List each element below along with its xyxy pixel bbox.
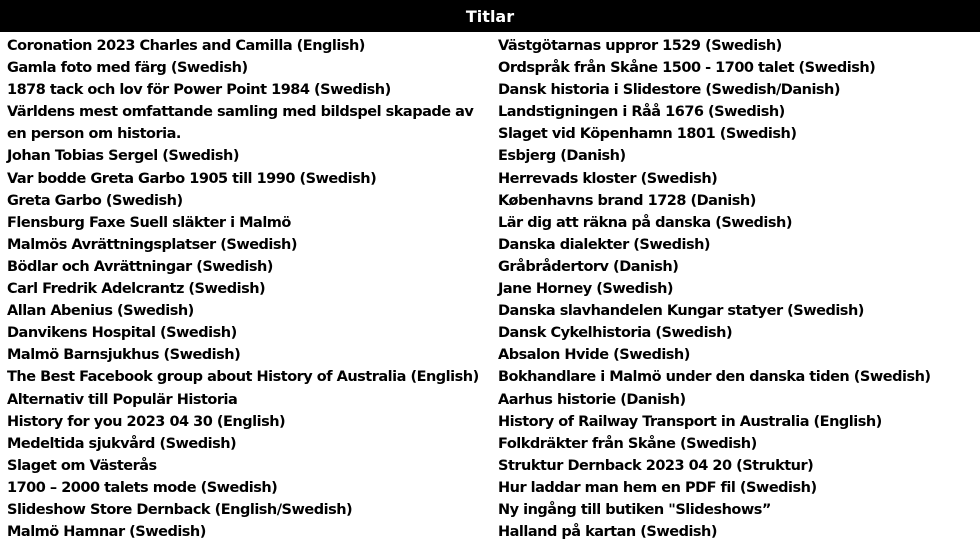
list-item[interactable]: Danska slavhandelen Kungar statyer (Swedish)	[498, 303, 864, 320]
list-item[interactable]: 1700 – 2000 talets mode (Swedish)	[7, 479, 278, 496]
list-item[interactable]: Bödlar och Avrättningar (Swedish)	[7, 258, 273, 275]
list-item[interactable]: Malmö Hamnar (Swedish)	[7, 524, 206, 541]
list-item[interactable]: Alternativ till Populär Historia	[7, 391, 238, 408]
list-item[interactable]: Struktur Dernback 2023 04 20 (Struktur)	[498, 457, 814, 474]
list-item[interactable]: Slaget om Västerås	[7, 457, 157, 474]
list-item[interactable]: Herrevads kloster (Swedish)	[498, 170, 718, 187]
list-item[interactable]: Danvikens Hospital (Swedish)	[7, 325, 237, 342]
list-item[interactable]: Carl Fredrik Adelcrantz (Swedish)	[7, 281, 266, 298]
list-item[interactable]: Ordspråk från Skåne 1500 - 1700 talet (Swedish)	[498, 60, 876, 77]
list-item[interactable]: Ny ingång till butiken "Slideshows”	[498, 501, 771, 518]
title-bar	[0, 0, 980, 32]
list-item[interactable]: Lär dig att räkna på danska (Swedish)	[498, 214, 792, 231]
list-item[interactable]: Gamla foto med färg (Swedish)	[7, 60, 248, 77]
list-item[interactable]: The Best Facebook group about History of Australia (English)	[7, 369, 479, 386]
list-item[interactable]: Gråbrådertorv (Danish)	[498, 258, 679, 275]
list-item[interactable]: Malmös Avrättningsplatser (Swedish)	[7, 236, 297, 253]
list-item[interactable]: Bokhandlare i Malmö under den danska tiden (Swedish)	[498, 369, 931, 386]
list-item[interactable]: Dansk historia i Slidestore (Swedish/Danish)	[498, 82, 841, 99]
list-item[interactable]: Aarhus historie (Danish)	[498, 391, 686, 408]
list-item[interactable]: Västgötarnas uppror 1529 (Swedish)	[498, 38, 782, 54]
page-title: Titlar	[465, 6, 515, 26]
list-item[interactable]: Folkdräkter från Skåne (Swedish)	[498, 435, 757, 452]
list-item[interactable]: Allan Abenius (Swedish)	[7, 303, 194, 320]
list-item[interactable]: Landstigningen i Råå 1676 (Swedish)	[498, 104, 785, 121]
list-item[interactable]: Dansk Cykelhistoria (Swedish)	[498, 325, 733, 342]
list-item[interactable]: Slaget vid Köpenhamn 1801 (Swedish)	[498, 126, 797, 143]
list-item[interactable]: Coronation 2023 Charles and Camilla (English)	[7, 38, 365, 54]
list-item[interactable]: Var bodde Greta Garbo 1905 till 1990 (Swedish)	[7, 170, 377, 187]
list-item[interactable]: Danska dialekter (Swedish)	[498, 236, 711, 253]
list-item[interactable]: Københavns brand 1728 (Danish)	[498, 192, 756, 209]
list-item[interactable]: Flensburg Faxe Suell släkter i Malmö	[7, 214, 291, 231]
list-item[interactable]: Världens mest omfattande samling med bildspel skapade av en person om historia.	[7, 104, 474, 143]
list-item[interactable]: Slideshow Store Dernback (English/Swedish)	[7, 501, 353, 518]
list-item[interactable]: Esbjerg (Danish)	[498, 148, 626, 165]
list-item[interactable]: History for you 2023 04 30 (English)	[7, 413, 286, 430]
right-title-list	[498, 35, 978, 543]
list-item[interactable]: Medeltida sjukvård (Swedish)	[7, 435, 237, 452]
list-item[interactable]: Jane Horney (Swedish)	[498, 281, 674, 298]
list-item[interactable]: Greta Garbo (Swedish)	[7, 192, 183, 209]
list-item[interactable]: Malmö Barnsjukhus (Swedish)	[7, 347, 241, 364]
list-item[interactable]: Johan Tobias Sergel (Swedish)	[7, 148, 239, 165]
list-item[interactable]: Halland på kartan (Swedish)	[498, 524, 718, 541]
list-item[interactable]: Hur laddar man hem en PDF fil (Swedish)	[498, 479, 817, 496]
list-item[interactable]: Absalon Hvide (Swedish)	[498, 347, 690, 364]
list-item[interactable]: History of Railway Transport in Australia (English)	[498, 413, 882, 430]
left-title-list	[7, 35, 482, 543]
list-item[interactable]: 1878 tack och lov för Power Point 1984 (Swedish)	[7, 82, 391, 99]
